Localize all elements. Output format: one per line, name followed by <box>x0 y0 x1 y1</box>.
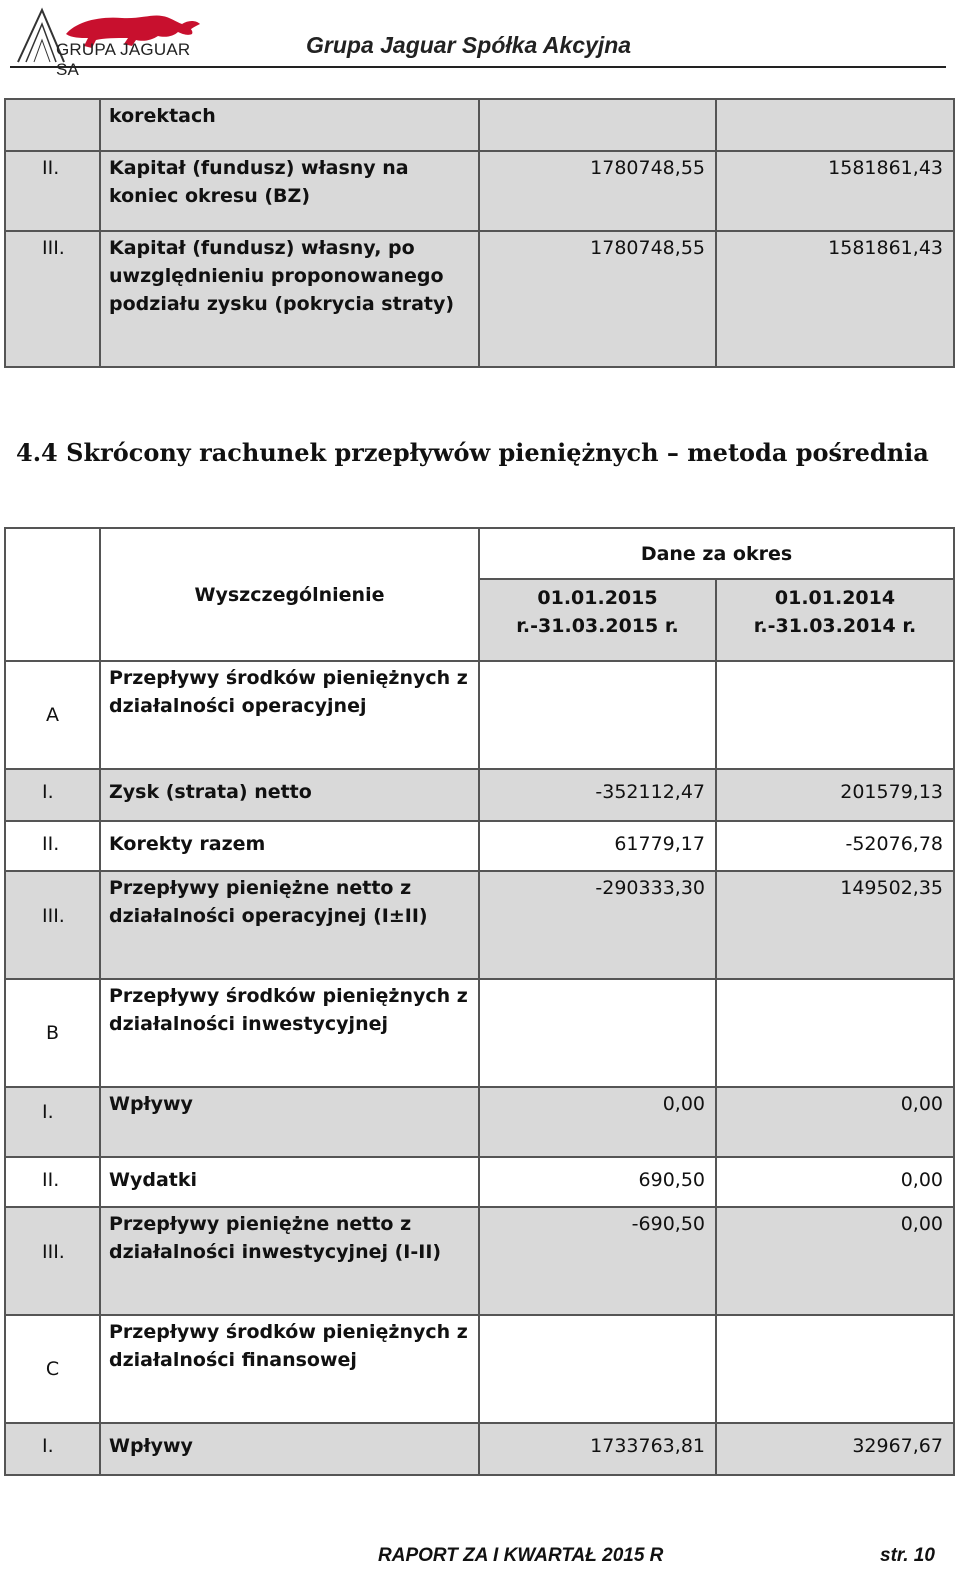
section-letter: C <box>5 1315 100 1423</box>
value-2014: 0,00 <box>716 1157 954 1207</box>
value-2014: 0,00 <box>716 1207 954 1315</box>
row-number: II. <box>5 151 100 231</box>
value-2014 <box>716 99 954 151</box>
value-2014: 32967,67 <box>716 1423 954 1475</box>
table-row <box>5 1087 954 1157</box>
row-label: Przepływy pieniężne netto z działalności operacyjnej (I±II) <box>100 871 479 979</box>
row-label: Korekty razem <box>100 821 479 871</box>
value-2015: 61779,17 <box>479 821 716 871</box>
footer-report-title: RAPORT ZA I KWARTAŁ 2015 R <box>378 1545 664 1566</box>
table-row <box>5 1157 954 1207</box>
table-row <box>5 99 954 151</box>
row-number: III. <box>5 871 100 979</box>
value-2015: -290333,30 <box>479 871 716 979</box>
row-label: Wydatki <box>100 1157 479 1207</box>
value-2015 <box>479 661 716 769</box>
table-row <box>5 1207 954 1315</box>
row-number: III. <box>5 231 100 367</box>
table-row <box>5 871 954 979</box>
row-label: Kapitał (fundusz) własny na koniec okresu (BZ) <box>100 151 479 231</box>
row-label: Przepływy środków pieniężnych z działalności finansowej <box>100 1315 479 1423</box>
row-label: Wpływy <box>100 1423 479 1475</box>
row-label: Przepływy środków pieniężnych z działalności inwestycyjnej <box>100 979 479 1087</box>
table-row <box>5 1423 954 1475</box>
footer-page-number: str. 10 <box>880 1545 935 1566</box>
section-title: 4.4 Skrócony rachunek przepływów pieniężnych – metoda pośrednia <box>16 438 929 467</box>
table-row <box>5 1315 954 1423</box>
row-number: I. <box>5 1087 100 1157</box>
logo-text: GRUPA JAGUAR SA <box>56 40 191 79</box>
table-row <box>5 231 954 367</box>
row-label: Przepływy środków pieniężnych z działalności operacyjnej <box>100 661 479 769</box>
value-2014: 1581861,43 <box>716 151 954 231</box>
equity-table <box>4 98 955 368</box>
value-2014: -52076,78 <box>716 821 954 871</box>
row-label: Zysk (strata) netto <box>100 769 479 821</box>
table-row <box>5 979 954 1087</box>
table-row <box>5 661 954 769</box>
row-label: Kapitał (fundusz) własny, po uwzględnieniu proponowanego podziału zysku (pokrycia straty) <box>100 231 479 367</box>
value-2015 <box>479 99 716 151</box>
column-header: Wyszczególnienie <box>100 528 479 661</box>
row-number: II. <box>5 821 100 871</box>
company-logo <box>12 4 212 79</box>
section-letter: A <box>5 661 100 769</box>
value-2014: 0,00 <box>716 1087 954 1157</box>
value-2015 <box>479 1315 716 1423</box>
value-2014: 1581861,43 <box>716 231 954 367</box>
value-2015: -690,50 <box>479 1207 716 1315</box>
company-name: Grupa Jaguar Spółka Akcyjna <box>306 32 632 58</box>
table-row <box>5 821 954 871</box>
value-2014 <box>716 661 954 769</box>
value-2015: 1780748,55 <box>479 231 716 367</box>
value-2014: 201579,13 <box>716 769 954 821</box>
value-2014 <box>716 1315 954 1423</box>
row-label: Przepływy pieniężne netto z działalności inwestycyjnej (I-II) <box>100 1207 479 1315</box>
section-letter: B <box>5 979 100 1087</box>
value-2015: -352112,47 <box>479 769 716 821</box>
row-number: III. <box>5 1207 100 1315</box>
page-header <box>10 4 946 79</box>
period-2015: 01.01.2015 r.-31.03.2015 r. <box>479 579 716 661</box>
header-blank <box>5 528 100 661</box>
cash-flow-table <box>4 527 955 1476</box>
table-row <box>5 769 954 821</box>
value-2015 <box>479 979 716 1087</box>
value-2014: 149502,35 <box>716 871 954 979</box>
row-number <box>5 99 100 151</box>
row-number: I. <box>5 769 100 821</box>
period-header: Dane za okres <box>479 528 954 579</box>
row-label: Wpływy <box>100 1087 479 1157</box>
row-number: I. <box>5 1423 100 1475</box>
row-number: II. <box>5 1157 100 1207</box>
header-row <box>5 528 954 579</box>
period-2014: 01.01.2014 r.-31.03.2014 r. <box>716 579 954 661</box>
value-2015: 1780748,55 <box>479 151 716 231</box>
value-2015: 690,50 <box>479 1157 716 1207</box>
value-2015: 0,00 <box>479 1087 716 1157</box>
value-2015: 1733763,81 <box>479 1423 716 1475</box>
table-row <box>5 151 954 231</box>
value-2014 <box>716 979 954 1087</box>
row-label: korektach <box>100 99 479 151</box>
